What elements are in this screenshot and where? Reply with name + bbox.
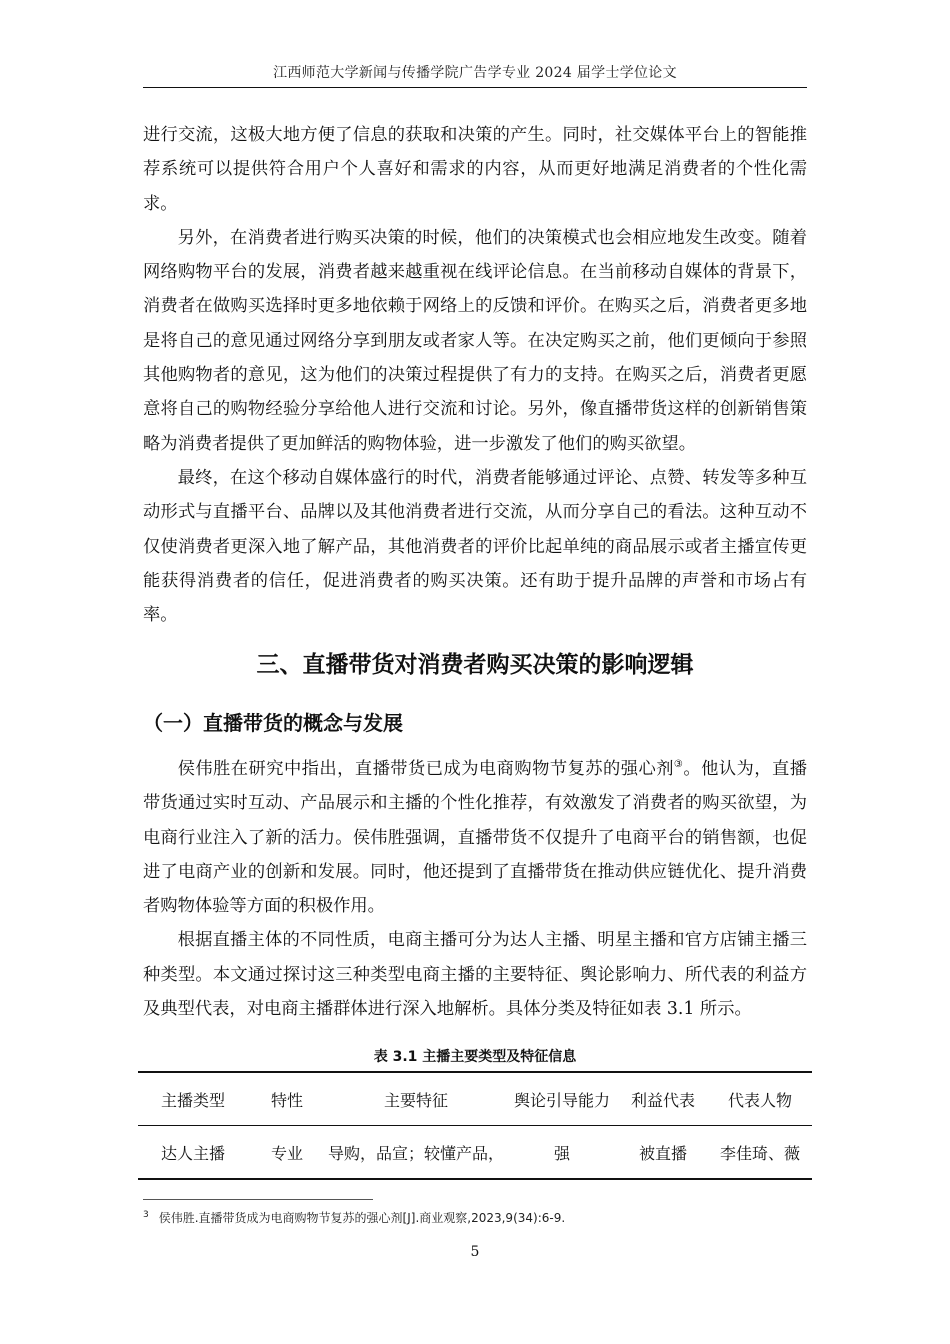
paragraph: 最终，在这个移动自媒体盛行的时代，消费者能够通过评论、点赞、转发等多种互动形式与直播平台、品牌以及其他消费者进行交流，从而分享自己的看法。这种互动不仅使消费者更深入地了解产品，其他消费者的评价比起单纯的商品展示或者主播宣传更能获得消费者的信任，促进消费者的购买决策。还有助于提升品牌的声誉和市场占有率。	[143, 467, 807, 626]
column-header: 舆论引导能力	[513, 1090, 610, 1110]
citation-text: 侯伟胜在研究中指出，直播带货已成为电商购物节复苏的强心剂	[177, 759, 674, 779]
paragraph: 进行交流，这极大地方便了信息的获取和决策的产生。同时，社交媒体平台上的智能推荐系统可以提供符合用户个人喜好和需求的内容，从而更好地满足消费者的个性化需求。	[143, 125, 807, 214]
footnote-reference[interactable]: ③	[673, 759, 684, 771]
body-text-top	[143, 118, 807, 632]
page-number: 5	[470, 1244, 480, 1260]
column-header: 特性	[270, 1090, 303, 1110]
column-header: 代表人物	[727, 1090, 792, 1110]
table-caption: 表 3.1 主播主要类型及特征信息	[373, 1049, 577, 1065]
column-header: 主播类型	[160, 1090, 225, 1110]
running-header: 江西师范大学新闻与传播学院广告学专业 2024 届学士学位论文	[273, 65, 677, 81]
column-header: 利益代表	[630, 1090, 695, 1110]
column-header: 主要特征	[383, 1090, 448, 1110]
table-cell: 李佳琦、薇	[719, 1143, 800, 1163]
paragraph: 另外，在消费者进行购买决策的时候，他们的决策模式也会相应地发生改变。随着网络购物平台的发展，消费者越来越重视在线评论信息。在当前移动自媒体的背景下，消费者在做购买选择时更多地依赖于网络上的反馈和评价。在购买之后，消费者更多地是将自己的意见通过网络分享到朋友或者家人等。在决定购买之前，他们更倾向于参照其他购物者的意见，这为他们的决策过程提供了有力的支持。在购买之后，消费者更愿意将自己的购物经验分享给他人进行交流和讨论。另外，像直播带货这样的创新销售策略为消费者提供了更加鲜活的购物体验，进一步激发了他们的购买欲望。	[143, 227, 807, 454]
subsection-title: （一）直播带货的概念与发展	[143, 711, 403, 735]
paragraph-continuation: 。他认为，直播带货通过实时互动、产品展示和主播的个性化推荐，有效激发了消费者的购买欲望，为电商行业注入了新的活力。侯伟胜强调，直播带货不仅提升了电商平台的销售额，也促进了电商产业的创新和发展。同时，他还提到了直播带货在推动供应链优化、提升消费者购物体验等方面的积极作用。	[143, 759, 807, 917]
footnote-rule	[143, 1199, 373, 1200]
section-title: 三、直播带货对消费者购买决策的影响逻辑	[256, 652, 694, 678]
anchor-type-table	[138, 1071, 812, 1180]
table-cell: 强	[553, 1143, 570, 1163]
table-row	[138, 1126, 812, 1180]
table-cell: 被直播	[638, 1143, 687, 1163]
table-cell: 专业	[270, 1143, 303, 1163]
paragraph: 根据直播主体的不同性质，电商主播可分为达人主播、明星主播和官方店铺主播三种类型。本文通过探讨这三种类型电商主播的主要特征、舆论影响力、所代表的利益方及典型代表，对电商主播群体进行深入地解析。具体分类及特征如表 3.1 所示。	[143, 930, 807, 1020]
body-text-bottom	[143, 752, 807, 1026]
footnote-mark: 3	[143, 1210, 149, 1220]
footnote	[143, 1209, 807, 1226]
header-rule	[143, 87, 807, 88]
table-cell: 达人主播	[160, 1143, 225, 1163]
table-cell: 导购，品宣；较懂产品，	[327, 1143, 504, 1163]
footnote-text: 侯伟胜.直播带货成为电商购物节复苏的强心剂[J].商业观察,2023,9(34):6-9.	[158, 1211, 566, 1225]
table-header-row	[138, 1072, 812, 1126]
paragraph-with-citation	[143, 752, 807, 923]
